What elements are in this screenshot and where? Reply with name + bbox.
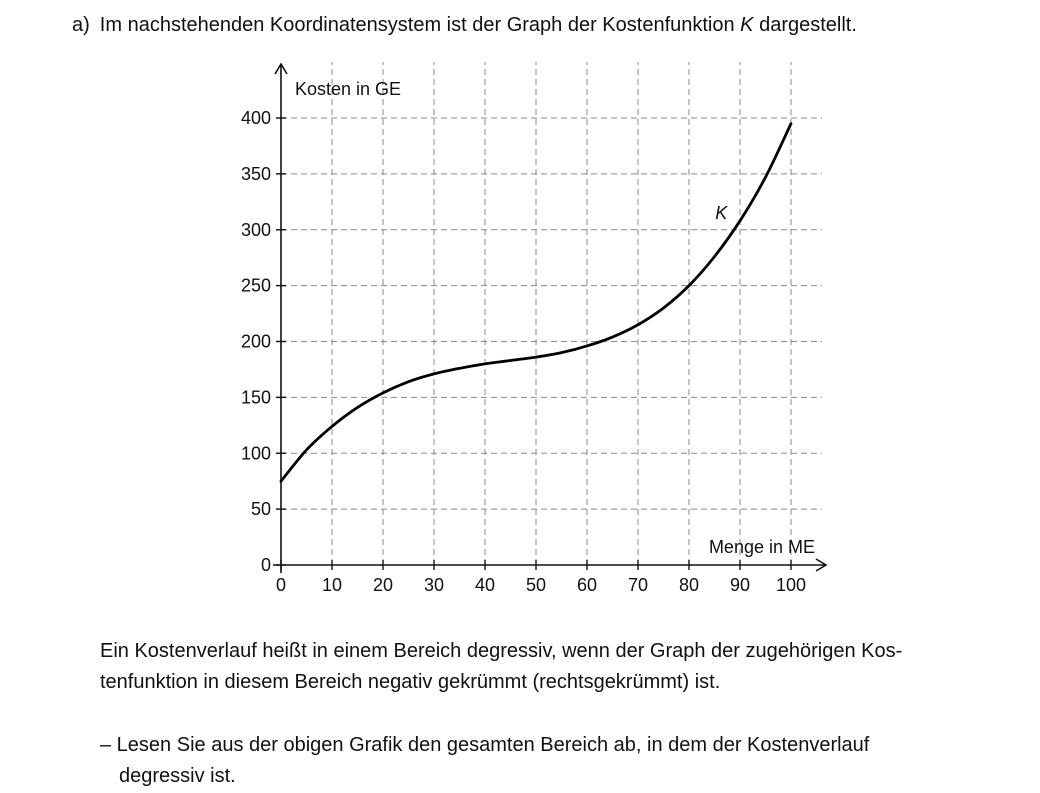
task-label: a)	[72, 14, 90, 36]
x-tick-label-50: 50	[525, 575, 547, 595]
x-tick-label-60: 60	[576, 575, 598, 595]
x-tick-label-80: 80	[678, 575, 700, 595]
x-tick-label-30: 30	[423, 575, 445, 595]
x-tick-label-40: 40	[474, 575, 496, 595]
y-tick-label-0: 0	[260, 555, 271, 575]
y-tick-label-200: 200	[240, 331, 271, 352]
x-tick-label-70: 70	[627, 575, 649, 595]
y-tick-label-50: 50	[250, 499, 271, 520]
x-tick-label-100: 100	[775, 575, 807, 595]
x-tick-label-20: 20	[372, 575, 394, 595]
y-tick-label-300: 300	[240, 219, 271, 240]
task-line-2: degressiv ist.	[119, 765, 236, 787]
x-tick-label-0: 0	[275, 575, 287, 595]
curve-label-K: K	[715, 202, 728, 223]
y-tick-label-150: 150	[240, 387, 271, 408]
paragraph-line-2: tenfunktion in diesem Bereich negativ gekrümmt (rechtsgekrümmt) ist.	[100, 671, 721, 693]
heading-text-before: Im nachstehenden Koordinatensystem ist der Graph der Kostenfunktion	[99, 14, 741, 36]
y-axis-label: Kosten in GE	[295, 79, 402, 99]
y-tick-label-350: 350	[240, 163, 271, 184]
y-tick-label-100: 100	[240, 443, 271, 464]
task-line-1: – Lesen Sie aus der obigen Grafik den gesamten Bereich ab, in dem der Kostenverlauf	[100, 734, 870, 756]
annotations	[715, 203, 728, 223]
x-axis-label: Menge in ME	[708, 537, 815, 557]
definition-paragraph	[100, 636, 1000, 698]
x-tick-label-90: 90	[729, 575, 751, 595]
task-item	[100, 730, 1000, 792]
ticks	[241, 108, 806, 595]
axes	[273, 64, 826, 573]
grid	[281, 62, 822, 565]
y-tick-label-250: 250	[240, 275, 271, 296]
paragraph-line-1: Ein Kostenverlauf heißt in einem Bereich degressiv, wenn der Graph der zugehörigen Kos-	[100, 640, 903, 662]
heading-symbol: K	[740, 14, 754, 36]
y-tick-label-400: 400	[240, 108, 271, 128]
heading-text-after: dargestellt.	[753, 14, 857, 36]
x-tick-label-10: 10	[321, 575, 343, 595]
